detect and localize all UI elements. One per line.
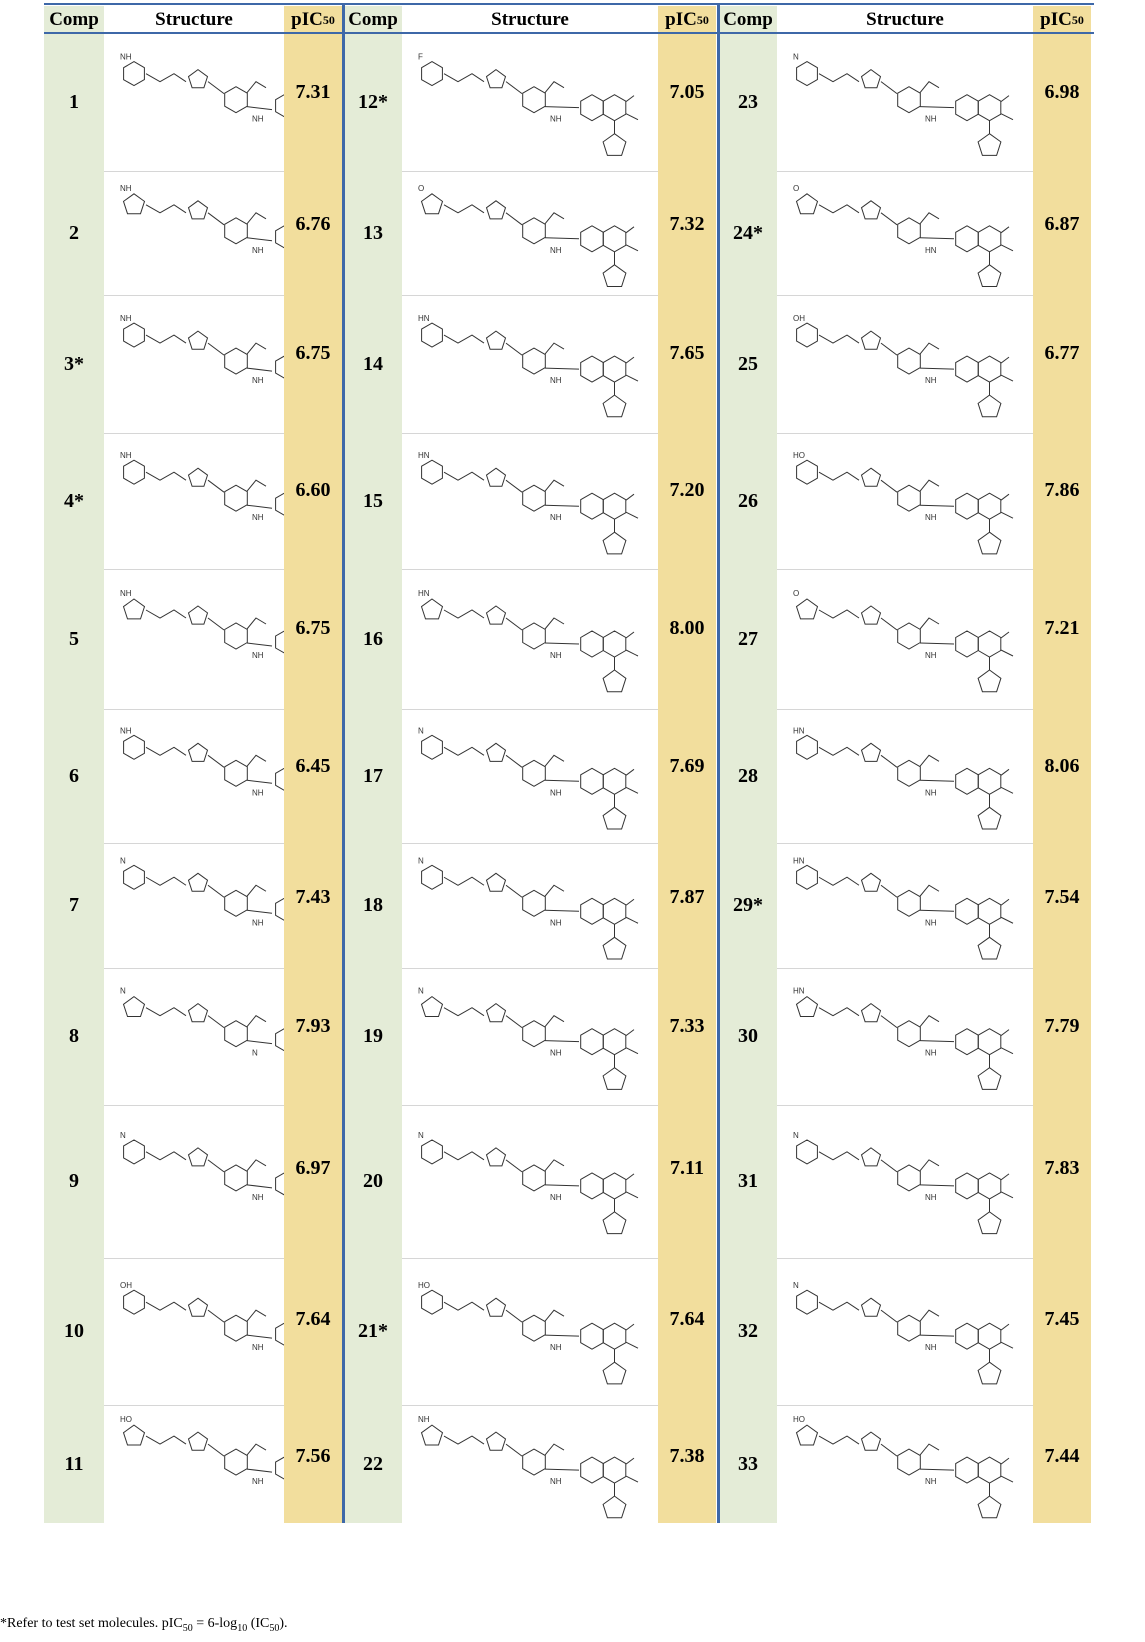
pic50-value: 6.97 — [284, 1105, 342, 1258]
pic50-value: 7.56 — [284, 1405, 342, 1523]
molecule-svg — [402, 34, 658, 171]
header-comp: Comp — [44, 6, 104, 34]
structure-drawing — [777, 1405, 1033, 1523]
atom-label: NH — [120, 52, 132, 62]
structure-drawing — [777, 433, 1033, 569]
molecule-svg — [104, 569, 284, 709]
molecule-svg — [104, 1258, 284, 1405]
atom-label: NH — [252, 1343, 264, 1353]
pic50-value: 7.86 — [1033, 433, 1091, 569]
header-pic50 — [1033, 6, 1091, 34]
header-comp: Comp — [344, 6, 402, 34]
molecule-svg — [777, 843, 1033, 968]
comp-id: 28 — [719, 709, 777, 843]
structure-drawing — [777, 709, 1033, 843]
molecule-svg — [402, 968, 658, 1105]
comp-id: 10 — [44, 1258, 104, 1405]
comp-id: 14 — [344, 295, 402, 433]
row-divider — [402, 569, 658, 570]
pic50-value: 6.75 — [284, 295, 342, 433]
atom-label: HO — [793, 1415, 805, 1425]
comp-id: 27 — [719, 569, 777, 709]
header-pic50-text: pIC — [665, 9, 697, 30]
pic50-value: 7.33 — [658, 968, 716, 1105]
comp-id: 11 — [44, 1405, 104, 1523]
atom-label: HN — [925, 245, 937, 255]
atom-label: N — [252, 1048, 258, 1058]
pic50-value: 7.43 — [284, 843, 342, 968]
atom-label: NH — [550, 513, 562, 523]
row-divider — [104, 1258, 284, 1259]
atom-label: NH — [252, 1192, 264, 1202]
atom-label: HO — [793, 451, 805, 461]
comp-id: 22 — [344, 1405, 402, 1523]
row-divider — [104, 433, 284, 434]
pic50-value: 7.21 — [1033, 569, 1091, 709]
molecule-svg — [402, 709, 658, 843]
molecule-svg — [777, 709, 1033, 843]
molecule-svg — [402, 295, 658, 433]
comp-id: 19 — [344, 968, 402, 1105]
header-pic50-sub: 50 — [322, 12, 335, 27]
pic50-value: 6.76 — [284, 171, 342, 295]
row-divider — [402, 171, 658, 172]
pic50-value: 7.44 — [1033, 1405, 1091, 1523]
row-divider — [104, 1105, 284, 1106]
row-divider — [402, 1105, 658, 1106]
row-divider — [104, 709, 284, 710]
comp-id: 18 — [344, 843, 402, 968]
structure-drawing — [104, 34, 284, 171]
molecule-svg — [777, 295, 1033, 433]
footnote-text-2: = 6-log — [192, 1616, 238, 1631]
comp-id: 6 — [44, 709, 104, 843]
atom-label: HN — [418, 314, 430, 324]
header-comp: Comp — [719, 6, 777, 34]
atom-label: NH — [252, 114, 264, 124]
molecule-svg — [104, 433, 284, 569]
comp-id: 9 — [44, 1105, 104, 1258]
atom-label: O — [793, 183, 800, 193]
pic50-value: 7.11 — [658, 1105, 716, 1258]
atom-label: NH — [925, 1048, 937, 1058]
atom-label: O — [793, 589, 800, 598]
header-structure: Structure — [155, 9, 233, 30]
comp-id: 17 — [344, 709, 402, 843]
structure-drawing — [104, 1258, 284, 1405]
atom-label: NH — [252, 513, 264, 523]
molecule-svg — [104, 709, 284, 843]
comp-id: 30 — [719, 968, 777, 1105]
header-pic50-text: pIC — [1040, 9, 1072, 30]
pic50-value: 6.45 — [284, 709, 342, 843]
row-divider — [777, 433, 1033, 434]
atom-label: N — [418, 1130, 424, 1140]
atom-label: NH — [550, 651, 562, 660]
row-divider — [104, 295, 284, 296]
atom-label: N — [120, 986, 126, 996]
structure-drawing — [777, 295, 1033, 433]
comp-id: 12* — [344, 34, 402, 171]
atom-label: NH — [120, 451, 132, 461]
structure-drawing — [402, 1258, 658, 1405]
comp-id: 4* — [44, 433, 104, 569]
row-divider — [777, 709, 1033, 710]
compound-table — [44, 3, 1094, 1583]
structure-drawing — [402, 968, 658, 1105]
atom-label: NH — [925, 918, 937, 928]
atom-label: HN — [793, 986, 805, 996]
atom-label: OH — [120, 1281, 132, 1291]
structure-drawing — [104, 433, 284, 569]
atom-label: O — [418, 183, 425, 193]
header-structure: Structure — [866, 9, 944, 30]
comp-id: 8 — [44, 968, 104, 1105]
comp-id: 25 — [719, 295, 777, 433]
atom-label: HN — [418, 451, 430, 461]
atom-label: NH — [550, 1477, 562, 1487]
pic50-value: 7.65 — [658, 295, 716, 433]
structure-drawing — [777, 968, 1033, 1105]
atom-label: NH — [550, 918, 562, 928]
table-rule — [44, 3, 1094, 5]
header-pic50-sub: 50 — [696, 12, 709, 27]
pic50-value: 7.64 — [284, 1258, 342, 1405]
comp-id: 13 — [344, 171, 402, 295]
atom-label: NH — [550, 1343, 562, 1353]
row-divider — [402, 433, 658, 434]
structure-drawing — [104, 1105, 284, 1258]
structure-drawing — [402, 709, 658, 843]
atom-label: HN — [793, 856, 805, 866]
structure-drawing — [104, 968, 284, 1105]
atom-label: NH — [120, 589, 132, 598]
atom-label: NH — [925, 1343, 937, 1353]
atom-label: NH — [550, 788, 562, 798]
row-divider — [402, 1405, 658, 1406]
pic50-value: 7.38 — [658, 1405, 716, 1523]
molecule-svg — [104, 171, 284, 295]
atom-label: N — [418, 856, 424, 866]
structure-drawing — [104, 295, 284, 433]
structure-drawing — [104, 843, 284, 968]
atom-label: HN — [418, 589, 430, 598]
row-divider — [777, 1105, 1033, 1106]
row-divider — [777, 1405, 1033, 1406]
atom-label: N — [793, 1281, 799, 1291]
pic50-value: 8.06 — [1033, 709, 1091, 843]
atom-label: NH — [925, 513, 937, 523]
comp-id: 21* — [344, 1258, 402, 1405]
structure-drawing — [777, 1105, 1033, 1258]
structure-drawing — [402, 1105, 658, 1258]
row-divider — [777, 569, 1033, 570]
molecule-svg — [777, 1405, 1033, 1523]
atom-label: HO — [120, 1415, 132, 1425]
comp-id: 1 — [44, 34, 104, 171]
pic50-value: 6.60 — [284, 433, 342, 569]
footnote-text-1: *Refer to test set molecules. pIC — [0, 1616, 183, 1631]
molecule-svg — [402, 1405, 658, 1523]
row-divider — [104, 843, 284, 844]
molecule-svg — [777, 171, 1033, 295]
comp-id: 24* — [719, 171, 777, 295]
pic50-value: 7.45 — [1033, 1258, 1091, 1405]
atom-label: NH — [925, 1192, 937, 1202]
pic50-value: 6.87 — [1033, 171, 1091, 295]
pic50-value: 7.87 — [658, 843, 716, 968]
molecule-svg — [402, 569, 658, 709]
comp-id: 31 — [719, 1105, 777, 1258]
atom-label: NH — [252, 1477, 264, 1487]
atom-label: N — [418, 726, 424, 736]
comp-id: 29* — [719, 843, 777, 968]
molecule-svg — [104, 968, 284, 1105]
row-divider — [402, 709, 658, 710]
row-divider — [777, 295, 1033, 296]
header-structure: Structure — [491, 9, 569, 30]
row-divider — [104, 968, 284, 969]
header-pic50-text: pIC — [291, 9, 323, 30]
footnote-text-3: (IC — [247, 1616, 270, 1631]
pic50-value: 7.64 — [658, 1258, 716, 1405]
pic50-value: 7.20 — [658, 433, 716, 569]
atom-label: F — [418, 52, 423, 62]
atom-label: N — [793, 1130, 799, 1140]
comp-id: 26 — [719, 433, 777, 569]
atom-label: NH — [925, 1477, 937, 1487]
pic50-value: 7.83 — [1033, 1105, 1091, 1258]
atom-label: NH — [550, 1048, 562, 1058]
table-rule — [717, 3, 720, 1523]
structure-drawing — [402, 433, 658, 569]
pic50-value: 7.05 — [658, 34, 716, 171]
molecule-svg — [104, 843, 284, 968]
atom-label: NH — [550, 1192, 562, 1202]
header-pic50-sub: 50 — [1071, 12, 1084, 27]
molecule-svg — [402, 171, 658, 295]
atom-label: NH — [925, 376, 937, 386]
atom-label: NH — [120, 183, 132, 193]
comp-id: 33 — [719, 1405, 777, 1523]
structure-drawing — [104, 1405, 284, 1523]
row-divider — [402, 295, 658, 296]
row-divider — [402, 968, 658, 969]
structure-drawing — [104, 171, 284, 295]
atom-label: NH — [252, 918, 264, 928]
atom-label: NH — [925, 651, 937, 660]
comp-id: 32 — [719, 1258, 777, 1405]
row-divider — [777, 171, 1033, 172]
comp-id: 16 — [344, 569, 402, 709]
atom-label: HN — [793, 726, 805, 736]
atom-label: NH — [252, 245, 264, 255]
molecule-svg — [777, 569, 1033, 709]
row-divider — [104, 171, 284, 172]
molecule-svg — [402, 433, 658, 569]
structure-drawing — [777, 843, 1033, 968]
pic50-value: 6.75 — [284, 569, 342, 709]
footnote — [0, 1616, 288, 1634]
pic50-value: 7.79 — [1033, 968, 1091, 1105]
row-divider — [777, 843, 1033, 844]
atom-label: NH — [252, 376, 264, 386]
structure-drawing — [402, 171, 658, 295]
header-pic50 — [284, 6, 342, 34]
pic50-value: 7.69 — [658, 709, 716, 843]
molecule-svg — [777, 433, 1033, 569]
row-divider — [402, 843, 658, 844]
pic50-value: 6.98 — [1033, 34, 1091, 171]
pic50-value: 7.54 — [1033, 843, 1091, 968]
molecule-svg — [104, 1405, 284, 1523]
structure-drawing — [402, 1405, 658, 1523]
structure-drawing — [777, 569, 1033, 709]
atom-label: NH — [252, 788, 264, 798]
structure-drawing — [777, 1258, 1033, 1405]
comp-id: 5 — [44, 569, 104, 709]
atom-label: HO — [418, 1281, 430, 1291]
comp-id: 3* — [44, 295, 104, 433]
molecule-svg — [402, 1105, 658, 1258]
row-divider — [104, 569, 284, 570]
footnote-sub-1: 50 — [182, 1622, 193, 1634]
atom-label: N — [418, 986, 424, 996]
footnote-sub-2: 10 — [237, 1622, 248, 1634]
row-divider — [777, 1258, 1033, 1259]
header-pic50 — [658, 6, 716, 34]
footnote-sub-3: 50 — [269, 1622, 280, 1634]
row-divider — [104, 1405, 284, 1406]
comp-id: 20 — [344, 1105, 402, 1258]
molecule-svg — [777, 1105, 1033, 1258]
atom-label: OH — [793, 314, 805, 324]
structure-drawing — [402, 843, 658, 968]
atom-label: N — [793, 52, 799, 62]
table-rule — [342, 3, 345, 1523]
molecule-svg — [104, 295, 284, 433]
pic50-value: 7.31 — [284, 34, 342, 171]
comp-id: 7 — [44, 843, 104, 968]
molecule-svg — [402, 843, 658, 968]
molecule-svg — [777, 1258, 1033, 1405]
structure-drawing — [777, 34, 1033, 171]
atom-label: NH — [925, 788, 937, 798]
row-divider — [777, 968, 1033, 969]
atom-label: N — [120, 1130, 126, 1140]
structure-drawing — [777, 171, 1033, 295]
atom-label: NH — [550, 245, 562, 255]
atom-label: NH — [550, 114, 562, 124]
atom-label: N — [120, 856, 126, 866]
atom-label: NH — [120, 726, 132, 736]
structure-drawing — [104, 569, 284, 709]
atom-label: NH — [252, 651, 264, 660]
pic50-value: 8.00 — [658, 569, 716, 709]
pic50-value: 6.77 — [1033, 295, 1091, 433]
molecule-svg — [104, 1105, 284, 1258]
molecule-svg — [402, 1258, 658, 1405]
structure-drawing — [104, 709, 284, 843]
comp-id: 23 — [719, 34, 777, 171]
table-rule — [44, 32, 1094, 34]
atom-label: NH — [550, 376, 562, 386]
footnote-text-4: ). — [279, 1616, 288, 1631]
structure-drawing — [402, 34, 658, 171]
pic50-value: 7.32 — [658, 171, 716, 295]
structure-drawing — [402, 295, 658, 433]
pic50-value: 7.93 — [284, 968, 342, 1105]
comp-id: 15 — [344, 433, 402, 569]
atom-label: NH — [120, 314, 132, 324]
molecule-svg — [777, 968, 1033, 1105]
comp-id: 2 — [44, 171, 104, 295]
molecule-svg — [777, 34, 1033, 171]
row-divider — [402, 1258, 658, 1259]
atom-label: NH — [925, 114, 937, 124]
structure-drawing — [402, 569, 658, 709]
molecule-svg — [104, 34, 284, 171]
atom-label: NH — [418, 1415, 430, 1425]
